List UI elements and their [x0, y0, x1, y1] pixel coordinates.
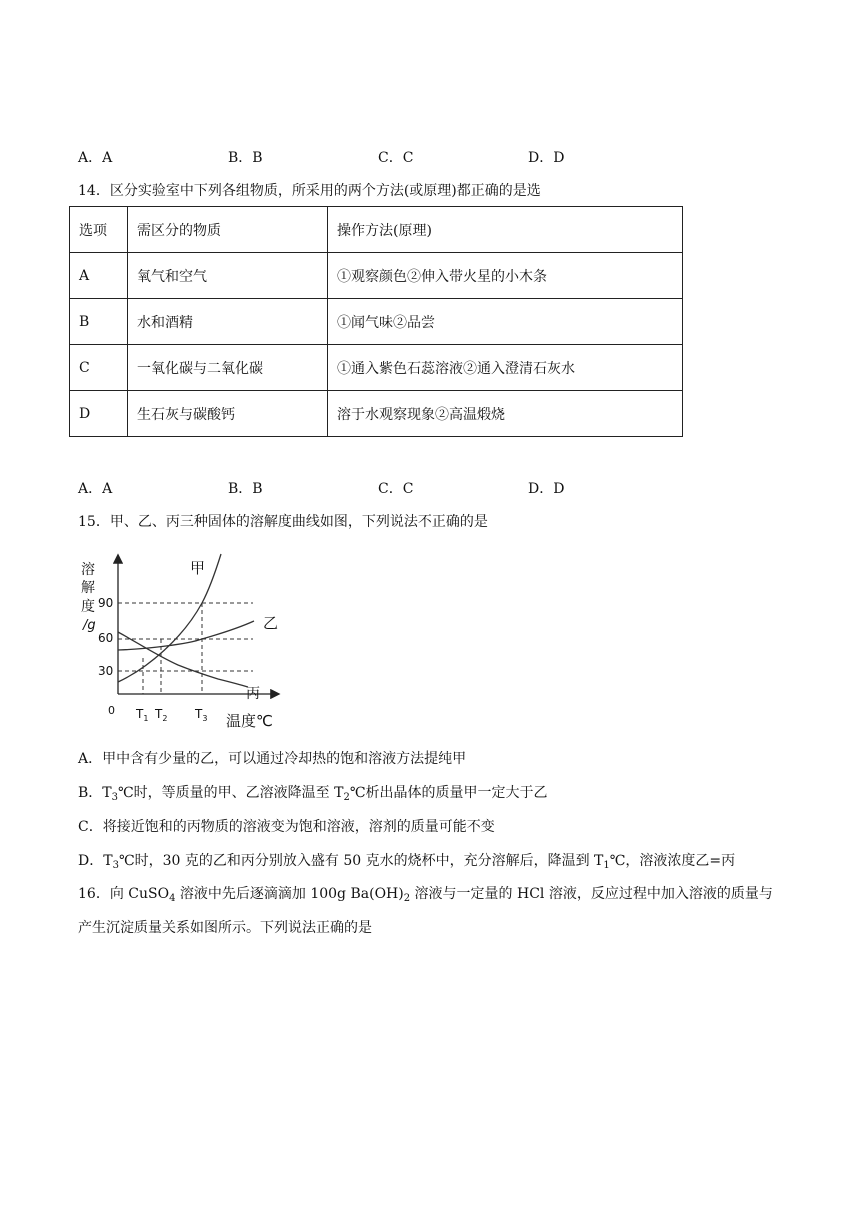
series-label-jia: 甲 [190, 559, 206, 577]
series-label-bing: 丙 [246, 686, 260, 702]
table-cell: B [70, 299, 128, 345]
q15-stem: 15．甲、乙、丙三种固体的溶解度曲线如图，下列说法不正确的是 [78, 514, 488, 530]
table-cell: 一氧化碳与二氧化碳 [128, 345, 328, 391]
q13-option-c[interactable]: C．C [378, 150, 414, 166]
text-run: ℃时，30 克的乙和丙分别放入盛有 50 克水的烧杯中，充分溶解后，降温到 T [118, 853, 604, 869]
q14-option-d[interactable]: D．D [528, 481, 565, 497]
solubility-chart [78, 548, 288, 733]
text-run: ℃时，等质量的甲、乙溶液降温至 T [118, 785, 344, 801]
table-cell: 溶于水观察现象②高温煅烧 [328, 391, 683, 437]
table-cell: ①闻气味②品尝 [328, 299, 683, 345]
subscript: 2 [343, 792, 350, 803]
y-tick-30: 30 [98, 664, 114, 678]
q14-option-c[interactable]: C．C [378, 481, 414, 497]
y-axis-label-1: 溶 [81, 562, 95, 578]
q14-option-b[interactable]: B．B [228, 481, 263, 497]
origin-label: 0 [108, 704, 115, 717]
table-row [70, 299, 683, 345]
q13-options [78, 147, 678, 167]
q14-options [78, 478, 678, 498]
series-bing-curve [118, 632, 248, 687]
subscript: 3 [111, 792, 119, 803]
table-cell: C [70, 345, 128, 391]
q15-option-c[interactable]: C．将接近饱和的丙物质的溶液变为饱和溶液，溶剂的质量可能不变 [78, 819, 495, 835]
y-axis-label-3: 度 [81, 599, 95, 615]
q14-stem: 14．区分实验室中下列各组物质，所采用的两个方法(或原理)都正确的是选 [78, 183, 541, 199]
q13-option-d[interactable]: D．D [528, 150, 565, 166]
y-tick-60: 60 [98, 631, 114, 645]
q16-stem-line2: 产生沉淀质量关系如图所示。下列说法正确的是 [78, 920, 372, 936]
y-axis-label-2: 解 [81, 580, 95, 596]
x-tick-t1: $T_1$ [136, 707, 149, 723]
table-cell: A [70, 253, 128, 299]
text-run: 溶液中先后逐滴滴加 100g Ba(OH) [175, 886, 404, 902]
text-run: 16．向 CuSO [78, 886, 170, 902]
table-cell: 水和酒精 [128, 299, 328, 345]
table-row [70, 391, 683, 437]
q13-option-a[interactable]: A．A [78, 150, 113, 166]
table-cell: ①通入紫色石蕊溶液②通入澄清石灰水 [328, 345, 683, 391]
text-run: ℃，溶液浓度乙=丙 [609, 853, 736, 869]
subscript: 3 [112, 860, 119, 871]
series-jia-curve [118, 554, 221, 682]
q15-option-d[interactable] [78, 850, 735, 871]
header-cell: 选项 [70, 207, 128, 253]
q13-option-b[interactable]: B．B [228, 150, 263, 166]
x-tick-t3: $T_3$ [195, 707, 208, 723]
subscript: 4 [169, 893, 176, 904]
table-cell: 氧气和空气 [128, 253, 328, 299]
series-yi-curve [118, 621, 254, 650]
subscript: 1 [603, 860, 610, 871]
x-tick-t2: $T_2$ [155, 707, 168, 723]
series-label-yi: 乙 [263, 614, 279, 632]
table-cell: ①观察颜色②伸入带火星的小木条 [328, 253, 683, 299]
table-cell: 生石灰与碳酸钙 [128, 391, 328, 437]
text-run: ℃析出晶体的质量甲一定大于乙 [349, 785, 548, 801]
table-row [70, 253, 683, 299]
header-cell: 操作方法(原理) [328, 207, 683, 253]
table-cell: D [70, 391, 128, 437]
x-axis-label: 温度℃ [226, 712, 273, 730]
text-run: D．T [78, 853, 113, 869]
header-cell: 需区分的物质 [128, 207, 328, 253]
q14-table [69, 206, 683, 437]
q15-option-b[interactable] [78, 782, 548, 803]
table-header-row [70, 207, 683, 253]
subscript: 2 [403, 893, 411, 904]
table-row [70, 345, 683, 391]
q14-option-a[interactable]: A．A [78, 481, 113, 497]
y-tick-90: 90 [98, 596, 114, 610]
text-run: 溶液与一定量的 HCl 溶液，反应过程中加入溶液的质量与 [410, 886, 773, 902]
text-run: B．T [78, 785, 112, 801]
q15-option-a[interactable]: A．甲中含有少量的乙，可以通过冷却热的饱和溶液方法提纯甲 [78, 751, 467, 767]
y-axis-label-4: /g [83, 618, 96, 633]
q16-stem-line1 [78, 883, 773, 904]
